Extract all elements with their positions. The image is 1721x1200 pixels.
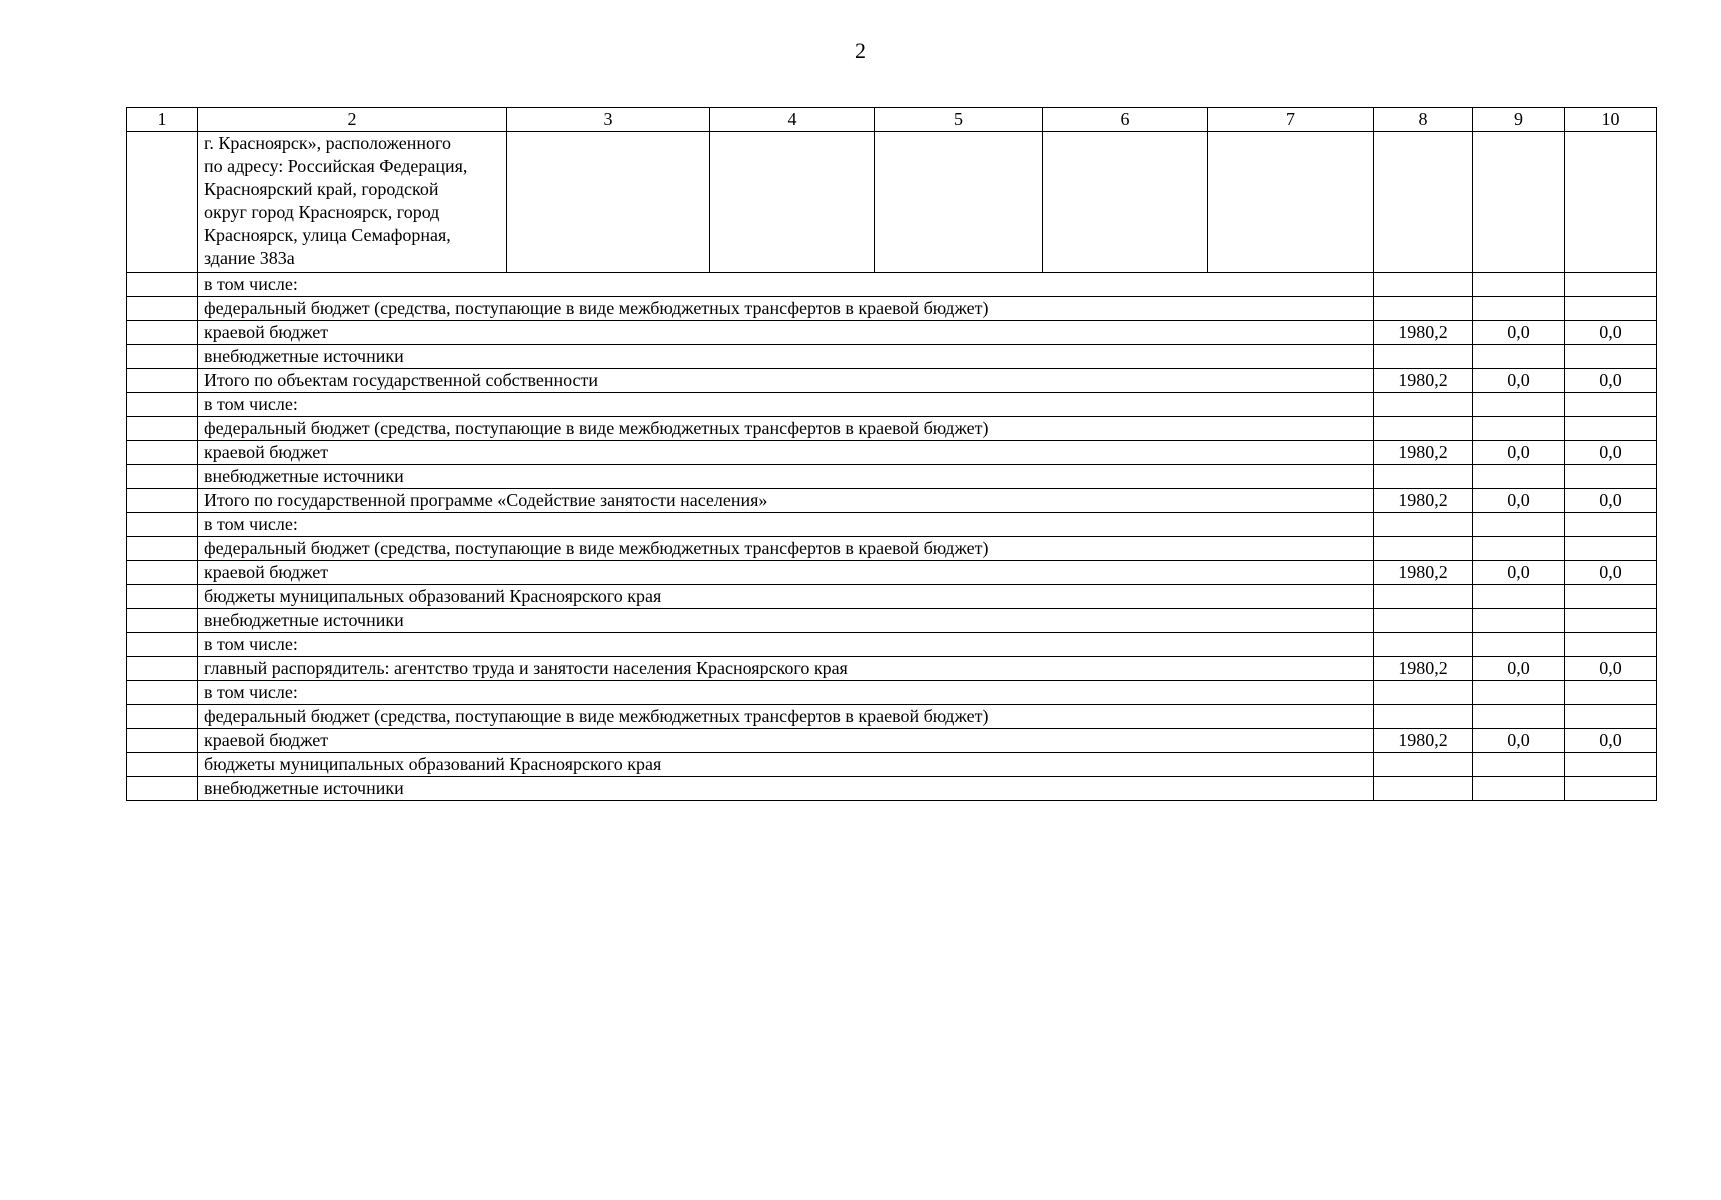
- row-label: в том числе:: [198, 681, 1374, 705]
- row-number-cell: [127, 489, 198, 513]
- value-cell-9: [1473, 681, 1565, 705]
- table-row: [127, 369, 1657, 393]
- value-cell-9: [1473, 393, 1565, 417]
- object-line: здание 383а: [204, 248, 295, 268]
- row-number-cell: [127, 681, 198, 705]
- header-cell: 4: [710, 108, 875, 132]
- value-cell-9: 0,0: [1473, 729, 1565, 753]
- row-number-cell: [127, 729, 198, 753]
- value-cell-8: [1374, 345, 1473, 369]
- row-number-cell: [127, 297, 198, 321]
- table-row: [127, 777, 1657, 801]
- value-cell-9: [1473, 345, 1565, 369]
- value-cell-10: [1565, 777, 1657, 801]
- row-label: Итого по государственной программе «Содействие занятости населения»: [198, 489, 1374, 513]
- value-cell-8: 1980,2: [1374, 369, 1473, 393]
- row-number-cell: [127, 537, 198, 561]
- value-cell-10: 0,0: [1565, 657, 1657, 681]
- row-label: бюджеты муниципальных образований Красноярского края: [198, 585, 1374, 609]
- row-label: внебюджетные источники: [198, 777, 1374, 801]
- row-number-cell: [127, 132, 198, 273]
- empty-cell: [710, 132, 875, 273]
- row-number-cell: [127, 465, 198, 489]
- row-label: краевой бюджет: [198, 561, 1374, 585]
- table-row: [127, 609, 1657, 633]
- row-number-cell: [127, 441, 198, 465]
- value-cell-8: [1374, 273, 1473, 297]
- value-cell-8: [1374, 705, 1473, 729]
- row-label: федеральный бюджет (средства, поступающие в виде межбюджетных трансфертов в краевой бюджет): [198, 537, 1374, 561]
- value-cell-8: [1374, 297, 1473, 321]
- row-label: в том числе:: [198, 393, 1374, 417]
- table-row: [127, 705, 1657, 729]
- table-row: [127, 321, 1657, 345]
- budget-table: [126, 107, 1657, 801]
- row-label: в том числе:: [198, 273, 1374, 297]
- table-row: [127, 489, 1657, 513]
- row-number-cell: [127, 585, 198, 609]
- row-label: в том числе:: [198, 513, 1374, 537]
- empty-cell: [1374, 132, 1473, 273]
- row-number-cell: [127, 273, 198, 297]
- value-cell-10: 0,0: [1565, 321, 1657, 345]
- value-cell-8: [1374, 777, 1473, 801]
- row-number-cell: [127, 417, 198, 441]
- row-label: краевой бюджет: [198, 321, 1374, 345]
- empty-cell: [875, 132, 1043, 273]
- value-cell-8: [1374, 753, 1473, 777]
- value-cell-10: 0,0: [1565, 369, 1657, 393]
- value-cell-9: [1473, 777, 1565, 801]
- value-cell-8: [1374, 681, 1473, 705]
- row-number-cell: [127, 369, 198, 393]
- page-number: 2: [855, 38, 866, 63]
- table-row: [127, 393, 1657, 417]
- row-label: федеральный бюджет (средства, поступающие в виде межбюджетных трансфертов в краевой бюджет): [198, 417, 1374, 441]
- header-cell: 1: [127, 108, 198, 132]
- value-cell-8: 1980,2: [1374, 561, 1473, 585]
- row-label: федеральный бюджет (средства, поступающие в виде межбюджетных трансфертов в краевой бюджет): [198, 705, 1374, 729]
- value-cell-9: 0,0: [1473, 369, 1565, 393]
- value-cell-9: 0,0: [1473, 441, 1565, 465]
- value-cell-10: [1565, 393, 1657, 417]
- row-number-cell: [127, 513, 198, 537]
- row-number-cell: [127, 561, 198, 585]
- table-row: [127, 657, 1657, 681]
- value-cell-10: [1565, 633, 1657, 657]
- row-label: внебюджетные источники: [198, 609, 1374, 633]
- value-cell-9: [1473, 417, 1565, 441]
- value-cell-8: 1980,2: [1374, 441, 1473, 465]
- value-cell-9: [1473, 465, 1565, 489]
- value-cell-10: 0,0: [1565, 561, 1657, 585]
- empty-cell: [1208, 132, 1374, 273]
- header-cell: 10: [1565, 108, 1657, 132]
- value-cell-10: [1565, 609, 1657, 633]
- row-label: бюджеты муниципальных образований Красноярского края: [198, 753, 1374, 777]
- table-row: [127, 561, 1657, 585]
- empty-cell: [1043, 132, 1208, 273]
- value-cell-10: [1565, 753, 1657, 777]
- value-cell-10: [1565, 537, 1657, 561]
- header-cell: 3: [507, 108, 710, 132]
- table-row: [127, 297, 1657, 321]
- value-cell-8: 1980,2: [1374, 489, 1473, 513]
- row-number-cell: [127, 777, 198, 801]
- table-row: [127, 465, 1657, 489]
- value-cell-8: [1374, 585, 1473, 609]
- value-cell-10: 0,0: [1565, 489, 1657, 513]
- value-cell-9: [1473, 513, 1565, 537]
- value-cell-10: [1565, 585, 1657, 609]
- row-number-cell: [127, 705, 198, 729]
- value-cell-10: [1565, 297, 1657, 321]
- row-label: главный распорядитель: агентство труда и занятости населения Красноярского края: [198, 657, 1374, 681]
- value-cell-9: [1473, 297, 1565, 321]
- table-row: [127, 537, 1657, 561]
- value-cell-10: [1565, 417, 1657, 441]
- object-line: Красноярский край, городской: [204, 179, 439, 199]
- header-cell: 2: [198, 108, 507, 132]
- value-cell-9: 0,0: [1473, 321, 1565, 345]
- value-cell-8: [1374, 417, 1473, 441]
- table-row: [127, 441, 1657, 465]
- row-number-cell: [127, 657, 198, 681]
- header-cell: 7: [1208, 108, 1374, 132]
- value-cell-10: 0,0: [1565, 441, 1657, 465]
- header-cell: 5: [875, 108, 1043, 132]
- header-cell: 8: [1374, 108, 1473, 132]
- value-cell-10: [1565, 513, 1657, 537]
- value-cell-8: 1980,2: [1374, 729, 1473, 753]
- value-cell-10: [1565, 681, 1657, 705]
- table-row: [127, 633, 1657, 657]
- value-cell-8: [1374, 633, 1473, 657]
- row-number-cell: [127, 393, 198, 417]
- row-label: внебюджетные источники: [198, 465, 1374, 489]
- table-row: [127, 729, 1657, 753]
- value-cell-9: [1473, 609, 1565, 633]
- row-number-cell: [127, 321, 198, 345]
- value-cell-10: 0,0: [1565, 729, 1657, 753]
- value-cell-8: [1374, 513, 1473, 537]
- table-row: [127, 753, 1657, 777]
- value-cell-9: 0,0: [1473, 489, 1565, 513]
- row-label: Итого по объектам государственной собственности: [198, 369, 1374, 393]
- table-row: [127, 585, 1657, 609]
- row-label: в том числе:: [198, 633, 1374, 657]
- object-description: [198, 132, 507, 273]
- object-line: по адресу: Российская Федерация,: [204, 156, 468, 176]
- empty-cell: [1565, 132, 1657, 273]
- table-row: [127, 681, 1657, 705]
- row-number-cell: [127, 753, 198, 777]
- header-cell: 6: [1043, 108, 1208, 132]
- value-cell-8: [1374, 609, 1473, 633]
- value-cell-9: [1473, 753, 1565, 777]
- row-label: краевой бюджет: [198, 441, 1374, 465]
- row-label: внебюджетные источники: [198, 345, 1374, 369]
- value-cell-8: [1374, 393, 1473, 417]
- value-cell-8: [1374, 537, 1473, 561]
- value-cell-8: [1374, 465, 1473, 489]
- value-cell-9: [1473, 537, 1565, 561]
- table-row: [127, 345, 1657, 369]
- value-cell-9: [1473, 273, 1565, 297]
- row-label: федеральный бюджет (средства, поступающие в виде межбюджетных трансфертов в краевой бюджет): [198, 297, 1374, 321]
- value-cell-9: [1473, 705, 1565, 729]
- object-row: [127, 132, 1657, 273]
- empty-cell: [1473, 132, 1565, 273]
- object-line: округ город Красноярск, город: [204, 202, 440, 222]
- header-row: [127, 108, 1657, 132]
- value-cell-8: 1980,2: [1374, 321, 1473, 345]
- value-cell-10: [1565, 705, 1657, 729]
- table-row: [127, 273, 1657, 297]
- row-label: краевой бюджет: [198, 729, 1374, 753]
- row-number-cell: [127, 345, 198, 369]
- value-cell-10: [1565, 465, 1657, 489]
- row-number-cell: [127, 609, 198, 633]
- value-cell-10: [1565, 273, 1657, 297]
- value-cell-9: 0,0: [1473, 657, 1565, 681]
- value-cell-10: [1565, 345, 1657, 369]
- value-cell-9: [1473, 633, 1565, 657]
- object-line: г. Красноярск», расположенного: [204, 133, 451, 153]
- object-line: Красноярск, улица Семафорная,: [204, 225, 451, 245]
- table-row: [127, 417, 1657, 441]
- empty-cell: [507, 132, 710, 273]
- value-cell-9: 0,0: [1473, 561, 1565, 585]
- value-cell-8: 1980,2: [1374, 657, 1473, 681]
- value-cell-9: [1473, 585, 1565, 609]
- table-row: [127, 513, 1657, 537]
- row-number-cell: [127, 633, 198, 657]
- header-cell: 9: [1473, 108, 1565, 132]
